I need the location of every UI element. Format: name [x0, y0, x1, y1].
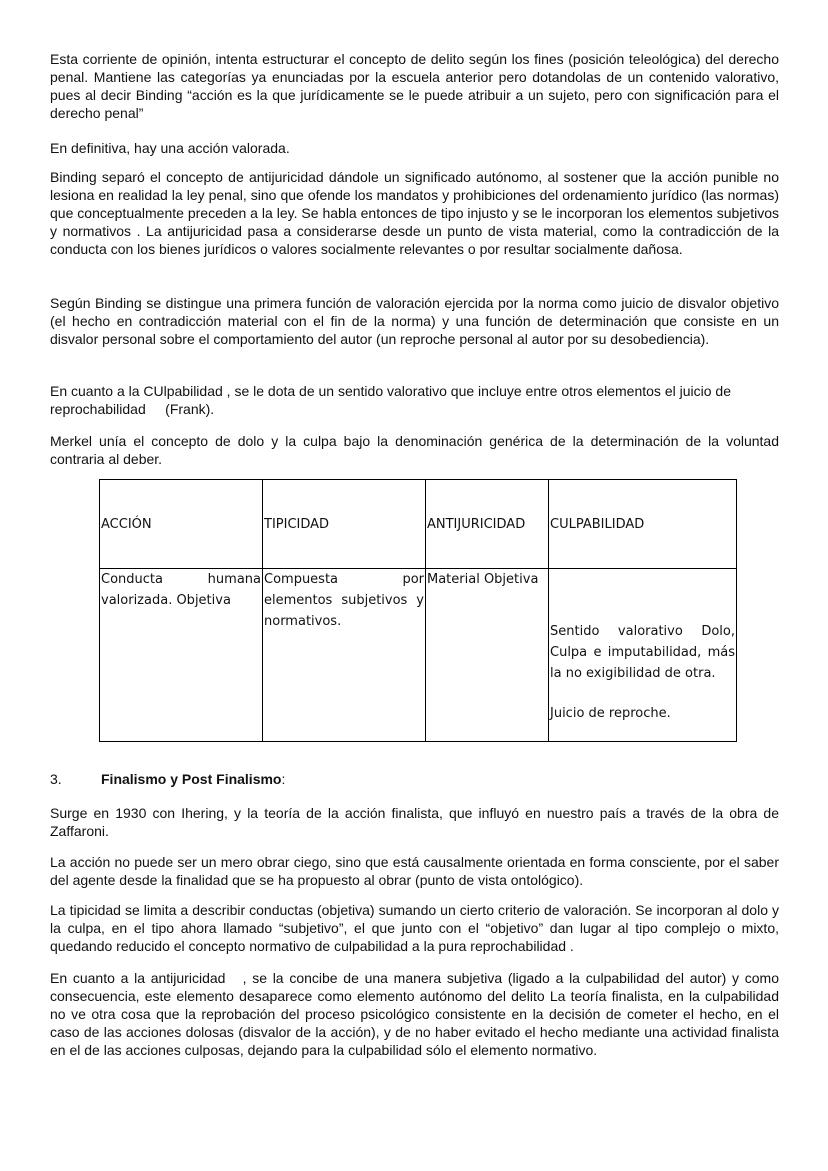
cell-accion [100, 569, 263, 742]
table-header-row [100, 480, 737, 569]
cell-antijuricidad [426, 569, 549, 742]
paragraph-binding-functions: Según Binding se distingue una primera función de valoración ejercida por la norma como juicio de disvalor objetivo (el hecho en contradicción material con el fin de la norma) y una función de determinación que consiste en un disvalor personal sobre el comportamiento del autor (un reproche personal al autor por su desobediencia). [50, 295, 783, 347]
cell-accion-text: Conducta humana valorizada. Objetiva [101, 572, 261, 608]
paragraph-valued-action: En definitiva, hay una acción valorada. [50, 140, 290, 156]
paragraph-merkel: Merkel unía el concepto de dolo y la culpa bajo la denominación genérica de la determinación de la voluntad contraria al deber. [50, 433, 783, 467]
cell-tipicidad-text: Compuesta por elementos subjetivos y normativos. [264, 572, 424, 629]
paragraph-finalist-action: La acción no puede ser un mero obrar ciego, sino que está causalmente orientada en forma consciente, por el saber del agente desde la finalidad que se ha propuesto al obrar (punto de vista ontológico). [50, 854, 783, 888]
delito-elements-table [99, 479, 737, 742]
section-title-wrap [101, 771, 285, 787]
header-culpabilidad: CULPABILIDAD [549, 480, 737, 569]
cell-culpabilidad [549, 569, 737, 742]
paragraph-culpabilidad: En cuanto a la CUlpabilidad , se le dota de un sentido valorativo que incluye entre otros elementos el juicio de reprochabilidad (Frank). [50, 383, 735, 417]
paragraph-finalist-antijuricidad: En cuanto a la antijuricidad , se la concibe de una manera subjetiva (ligado a la culpabilidad del autor) y como consecuencia, este elemento desaparece como elemento autónomo del delito La teoría finalista, en la culpabilidad no ve otra cosa que la reprobación del proceso psicológico consistente en la decisión de cometer el hecho, en el caso de las acciones dolosas (disvalor de la acción), y de no haber evitado el hecho mediante una actividad finalista en el de las acciones culposas, dejando para la culpabilidad sólo el elemento normativo. [50, 970, 783, 1058]
section-title: Finalismo y Post Finalismo [101, 771, 282, 787]
header-tipicidad: TIPICIDAD [263, 480, 426, 569]
cell-antijuricidad-text: Material Objetiva [427, 572, 539, 587]
paragraph-binding-antijuricidad: Binding separó el concepto de antijuricidad dándole un significado autónomo, al sostener que la acción punible no lesiona en realidad la ley penal, sino que ofende los mandatos y prohibiciones del ordenamiento jurídico (las normas) que conceptualmente preceden a la ley. Se habla entonces de tipo injusto y se le incorporan los elementos subjetivos y normativos . La antijuricidad pasa a considerarse desde un punto de vista material, como la contradicción de la conducta con los bienes jurídicos o valores socialmente relevantes o por resultar socialmente dañosa. [50, 169, 783, 257]
paragraph-finalismo-origin: Surge en 1930 con Ihering, y la teoría de la acción finalista, que influyó en nuestro país a través de la obra de Zaffaroni. [50, 805, 783, 839]
cell-culpabilidad-reproche: Juicio de reproche. [550, 706, 671, 721]
header-accion: ACCIÓN [100, 480, 263, 569]
paragraph-finalist-tipicidad: La tipicidad se limita a describir conductas (objetiva) sumando un cierto criterio de valoración. Se incorporan al dolo y la culpa, en el tipo ahora llamado “subjetivo”, el que junto con el “objetivo” dan lugar al tipo complejo o mixto, quedando reducido el concepto normativo de culpabilidad a la pura reprochabilidad . [50, 902, 783, 954]
header-antijuricidad: ANTIJURICIDAD [426, 480, 549, 569]
section-number: 3. [50, 771, 62, 787]
cell-culpabilidad-text: Sentido valorativo Dolo, Culpa e imputabilidad, más la no exigibilidad de otra. [550, 624, 735, 681]
paragraph-teleological-definition: Esta corriente de opinión, intenta estructurar el concepto de delito según los fines (posición teleológica) del derecho penal. Mantiene las categorías ya enunciadas por la escuela anterior pero dotandolas de un contenido valorativo, pues al decir Binding “acción es la que jurídicamente se le puede atribuir a un sujeto, pero con significación para el derecho penal” [50, 51, 783, 121]
section-title-colon: : [281, 771, 286, 787]
cell-tipicidad [263, 569, 426, 742]
table-row [100, 569, 737, 742]
